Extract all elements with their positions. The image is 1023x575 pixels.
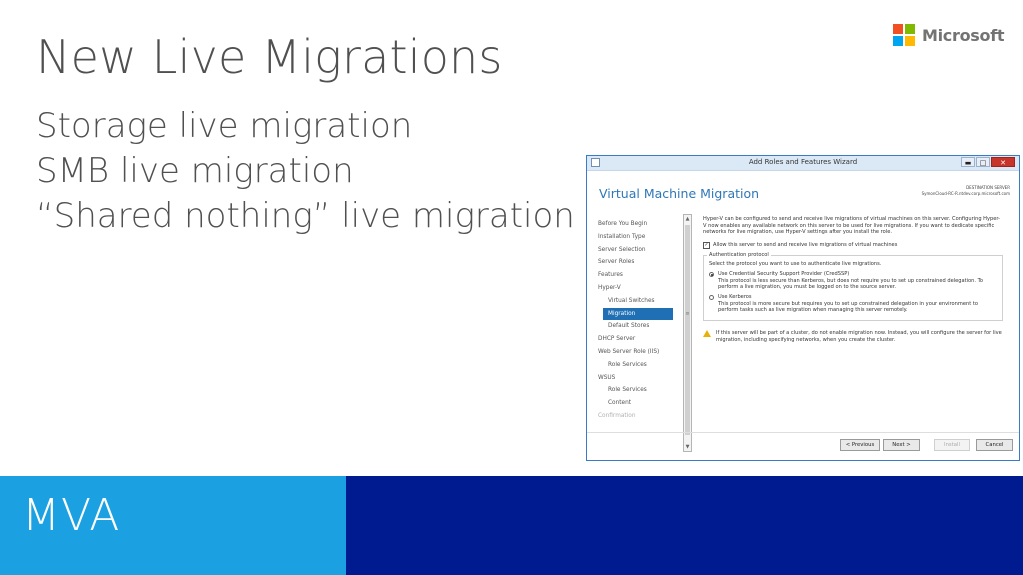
wizard-page-heading: Virtual Machine Migration	[599, 186, 760, 201]
wizard-nav-item[interactable]: DHCP Server	[598, 336, 636, 343]
wizard-nav-item[interactable]: Virtual Switches	[608, 297, 655, 304]
close-button[interactable]: ✕	[991, 157, 1015, 167]
radio-selected-icon[interactable]	[709, 272, 714, 277]
wizard-nav-item[interactable]: Migration	[603, 308, 673, 321]
kerberos-radio[interactable]	[709, 294, 996, 314]
allow-migration-label: Allow this server to send and receive live migrations of virtual machines	[713, 242, 898, 249]
slide-title: New Live Migrations	[36, 30, 503, 84]
bullet-item: “Shared nothing” live migration	[36, 196, 575, 236]
wizard-content	[703, 216, 1003, 343]
bullet-item: Storage live migration	[36, 106, 413, 146]
wizard-nav	[593, 218, 673, 423]
wizard-window-title: Add Roles and Features Wizard	[748, 158, 858, 166]
bullet-list	[36, 104, 575, 239]
scroll-thumb[interactable]	[685, 225, 690, 435]
microsoft-logo-text: Microsoft	[922, 25, 1005, 45]
cluster-warning-text: If this server will be part of a cluster, do not enable migration now. Instead, you will configure the server for live migration, including specifying networks, when you create the cluster.	[716, 330, 1002, 343]
wizard-nav-item[interactable]: Default Stores	[608, 323, 650, 330]
microsoft-logo	[893, 24, 1004, 46]
next-button[interactable]: Next >	[883, 439, 920, 451]
wizard-nav-item[interactable]: Role Services	[608, 387, 647, 394]
destination-server-name: SymonCloud-RC-R.ntdev.corp.microsoft.com	[921, 191, 1010, 196]
wizard-nav-item[interactable]: WSUS	[598, 374, 616, 381]
cancel-button[interactable]: Cancel	[976, 439, 1013, 451]
warning-icon	[703, 330, 711, 337]
destination-label: DESTINATION SERVER	[966, 185, 1010, 190]
wizard-nav-item: Confirmation	[598, 412, 636, 419]
wizard-window	[586, 155, 1020, 461]
scroll-grip-icon: ≡	[685, 311, 690, 317]
kerberos-label: Use Kerberos	[718, 293, 752, 300]
allow-migration-checkbox[interactable]	[703, 242, 1003, 249]
radio-unselected-icon[interactable]	[709, 295, 714, 300]
wizard-nav-item[interactable]: Server Selection	[598, 246, 646, 253]
scroll-up-icon[interactable]: ▲	[685, 216, 690, 222]
auth-protocol-prompt: Select the protocol you want to use to authenticate live migrations.	[709, 261, 882, 268]
wizard-nav-item[interactable]: Web Server Role (IIS)	[598, 348, 660, 355]
wizard-nav-item[interactable]: Features	[598, 272, 623, 279]
cluster-warning	[703, 330, 1003, 343]
minimize-button[interactable]: ▬	[961, 157, 975, 167]
checkbox-check-icon[interactable]: ✓	[704, 242, 709, 249]
kerberos-description: This protocol is more secure but requires you to set up constrained delegation in your environment to perform tasks such as live migration when managing this server remotely.	[718, 300, 978, 314]
wizard-titlebar[interactable]	[587, 156, 1019, 171]
scroll-down-icon[interactable]: ▼	[685, 444, 690, 450]
credssp-description: This protocol is less secure than Kerberos, but does not require you to set up constrained delegation. To perform a live migration, you must be logged on to the source server.	[718, 277, 983, 291]
install-button[interactable]: Install	[934, 439, 970, 451]
wizard-nav-item[interactable]: Server Roles	[598, 259, 635, 266]
credssp-radio[interactable]	[709, 271, 996, 291]
previous-button[interactable]: < Previous	[840, 439, 880, 451]
microsoft-logo-icon	[893, 24, 915, 46]
footer-brand-panel	[0, 476, 346, 575]
wizard-nav-item[interactable]: Role Services	[608, 361, 647, 368]
destination-server-info	[922, 185, 1010, 197]
button-divider	[587, 432, 1019, 433]
auth-protocol-group	[703, 252, 1003, 321]
wizard-nav-item[interactable]: Hyper-V	[598, 284, 621, 291]
footer-brand-text: MVA	[22, 490, 121, 541]
auth-protocol-legend: Authentication protocol	[709, 252, 769, 259]
nav-scrollbar[interactable]	[683, 214, 692, 452]
wizard-button-bar	[836, 439, 1013, 451]
credssp-label: Use Credential Security Support Provider (CredSSP)	[718, 270, 850, 277]
bullet-item: SMB live migration	[36, 151, 354, 191]
intro-text: Hyper-V can be configured to send and receive live migrations of virtual machines on this server. Configuring Hyper-V now enables any available network on this server to be used for live migrations. If you want to dedicate specific networks for live migration, use Hyper-V settings after you install the role.	[703, 216, 1001, 236]
maximize-button[interactable]: □	[976, 157, 990, 167]
footer-band	[346, 476, 1023, 575]
wizard-nav-item[interactable]: Before You Begin	[598, 221, 648, 227]
wizard-nav-item[interactable]: Content	[608, 400, 632, 407]
wizard-nav-item[interactable]: Installation Type	[598, 233, 646, 240]
